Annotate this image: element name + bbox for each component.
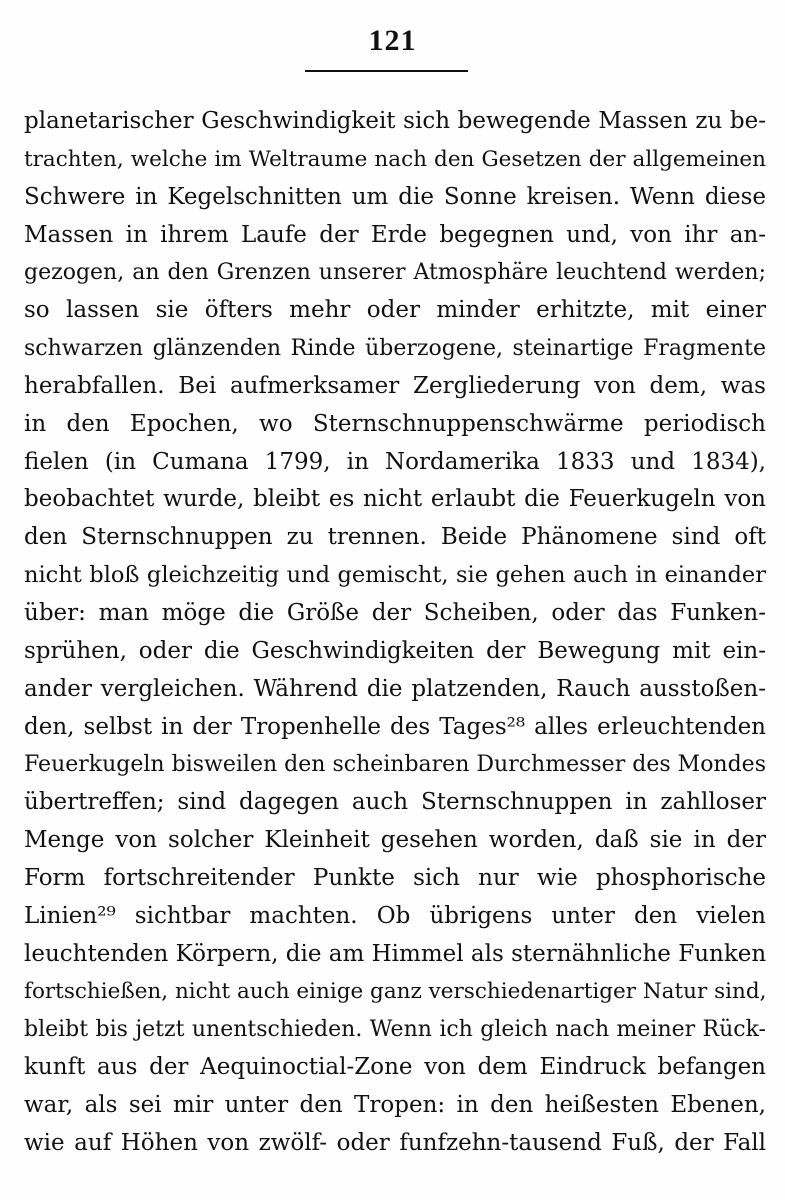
body-text bbox=[24, 103, 766, 1163]
text-line: übertreffen; sind dagegen auch Sternschnuppen in zahlloser bbox=[24, 789, 766, 816]
page-number: 121 bbox=[368, 24, 417, 57]
text-line: Feuerkugeln bisweilen den scheinbaren Durchmesser des Mondes bbox=[24, 752, 766, 778]
text-line: planetarischer Geschwindigkeit sich bewegende Massen zu be- bbox=[24, 108, 766, 134]
text-line: Massen in ihrem Laufe der Erde begegnen und, von ihr an- bbox=[24, 221, 766, 248]
text-line: gezogen, an den Grenzen unserer Atmosphäre leuchtend werden; bbox=[24, 260, 766, 286]
text-line: beobachtet wurde, bleibt es nicht erlaubt die Feuerkugeln von bbox=[24, 486, 766, 513]
text-line: leuchtenden Körpern, die am Himmel als sternähnliche Funken bbox=[24, 940, 767, 967]
text-line: ander vergleichen. Während die platzenden, Rauch ausstoßen- bbox=[24, 675, 766, 702]
text-line: herabfallen. Bei aufmerksamer Zergliederung von dem, was bbox=[24, 372, 766, 399]
text-line: den, selbst in der Tropenhelle des Tages²⁸ alles erleuchtenden bbox=[24, 713, 766, 740]
text-line: wie auf Höhen von zwölf- oder funfzehn-tausend Fuß, der Fall bbox=[24, 1129, 766, 1156]
text-line: war, als sei mir unter den Tropen: in den heißesten Ebenen, bbox=[24, 1091, 766, 1118]
text-line: so lassen sie öfters mehr oder minder erhitzte, mit einer bbox=[24, 297, 766, 324]
text-line: Form fortschreitender Punkte sich nur wie phosphorische bbox=[24, 864, 766, 891]
text-line: Schwere in Kegelschnitten um die Sonne kreisen. Wenn diese bbox=[24, 183, 766, 210]
text-line: Menge von solcher Kleinheit gesehen worden, daß sie in der bbox=[24, 827, 766, 854]
header-rule bbox=[305, 70, 468, 72]
text-line: über: man möge die Größe der Scheiben, oder das Funken- bbox=[24, 599, 766, 626]
text-line: nicht bloß gleichzeitig und gemischt, sie gehen auch in einander bbox=[24, 562, 766, 589]
text-line: trachten, welche im Weltraume nach den Gesetzen der allgemeinen bbox=[24, 146, 766, 172]
text-line: fielen (in Cumana 1799, in Nordamerika 1833 und 1834), bbox=[24, 448, 766, 475]
text-line: bleibt bis jetzt unentschieden. Wenn ich gleich nach meiner Rück- bbox=[24, 1017, 766, 1043]
text-line: Linien²⁹ sichtbar machten. Ob übrigens unter den vielen bbox=[24, 902, 766, 929]
text-line: kunft aus der Aequinoctial-Zone von dem Eindruck befangen bbox=[24, 1054, 766, 1081]
text-line: fortschießen, nicht auch einige ganz verschiedenartiger Natur sind, bbox=[24, 979, 767, 1005]
text-line: den Sternschnuppen zu trennen. Beide Phänomene sind oft bbox=[24, 524, 766, 551]
text-line: sprühen, oder die Geschwindigkeiten der Bewegung mit ein- bbox=[24, 637, 766, 664]
text-line: in den Epochen, wo Sternschnuppenschwärme periodisch bbox=[24, 410, 766, 437]
text-line: schwarzen glänzenden Rinde überzogene, steinartige Fragmente bbox=[24, 336, 766, 362]
